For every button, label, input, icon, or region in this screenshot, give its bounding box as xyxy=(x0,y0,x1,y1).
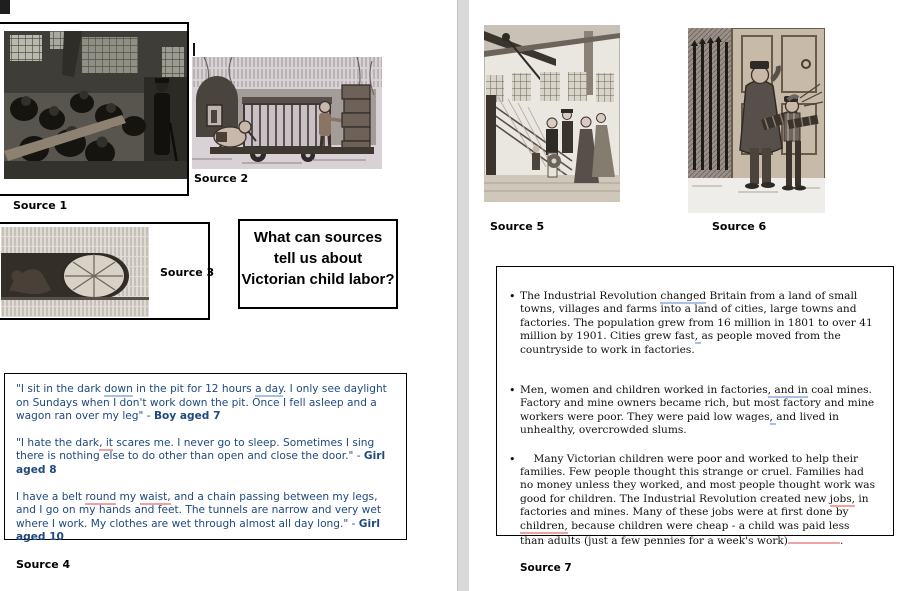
source-3-frame xyxy=(0,222,215,320)
source-4-box xyxy=(4,373,407,571)
source-2-label: Source 2 xyxy=(194,172,249,185)
source-7-label: Source 7 xyxy=(520,561,572,574)
source-7-box xyxy=(496,266,894,574)
source-2-image xyxy=(192,57,382,169)
bullet-industrial-revolution: • The Industrial Revolution changed Britain from a land of small towns, villages and farms into a land of cities, large towns and factories. The population grew from 16 million in 1801 to over 41 million by 1901. Cities grew fast, as people moved from the countryside to work in factories. xyxy=(509,290,877,357)
bullet-workers: • Men, women and children worked in factories, and in coal mines. Factory and mine owners became rich, but most factory and mine workers were poor. They were paid low wages, and lived in unhealthy, overcrowded slums. xyxy=(509,384,877,438)
source-4-label: Source 4 xyxy=(16,557,71,571)
source-6-image xyxy=(688,28,825,213)
source-5-label: Source 5 xyxy=(490,220,545,233)
worksheet-title-line-1: What can sources xyxy=(253,229,383,246)
source-6-label: Source 6 xyxy=(712,220,767,233)
text-cursor xyxy=(193,43,195,56)
source-1-frame xyxy=(0,22,189,196)
bullet-victorian-children: • Many Victorian children were poor and worked to help their families. Few people thought this strange or cruel. Families had no money unless they worked, and most people thought work was good for children. The Industrial Revolution created new jobs, in factories and mines. Many of these jobs were at first done by children, because children were cheap - a child was paid less than adults (just a few pennies for a week's work) . xyxy=(509,453,877,549)
source-3-label: Source 3 xyxy=(160,266,215,279)
quote-girl-aged-10: I have a belt round my waist, and a chain passing between my legs, and I go on my hands and feet. The tunnels are narrow and very wet where I work. My clothes are wet through almost all day long." - Girl aged 10 xyxy=(16,490,382,544)
worksheet-title-box xyxy=(238,219,398,309)
document-page-2[interactable] xyxy=(469,0,902,591)
worksheet-title-line-3: Victorian child labor? xyxy=(241,271,395,288)
quote-girl-aged-8: "I hate the dark, it scares me. I never go to sleep. Sometimes I sing there is nothing else to do other than open and close the door." - Girl aged 8 xyxy=(16,436,386,476)
quote-boy-aged-7: "I sit in the dark down in the pit for 12 hours a day. I only see daylight on Sundays when I don't work down the pit. Once I fell asleep and a wagon ran over my leg" - Boy aged 7 xyxy=(16,383,387,423)
worksheet-title-line-2: tell us about xyxy=(273,250,363,267)
source-1-image xyxy=(4,31,187,179)
source-5-image xyxy=(484,25,620,202)
image-fragment xyxy=(0,0,10,14)
source-3-image xyxy=(1,227,149,317)
source-7-bullet-list xyxy=(509,290,877,549)
source-1-label: Source 1 xyxy=(13,199,68,212)
